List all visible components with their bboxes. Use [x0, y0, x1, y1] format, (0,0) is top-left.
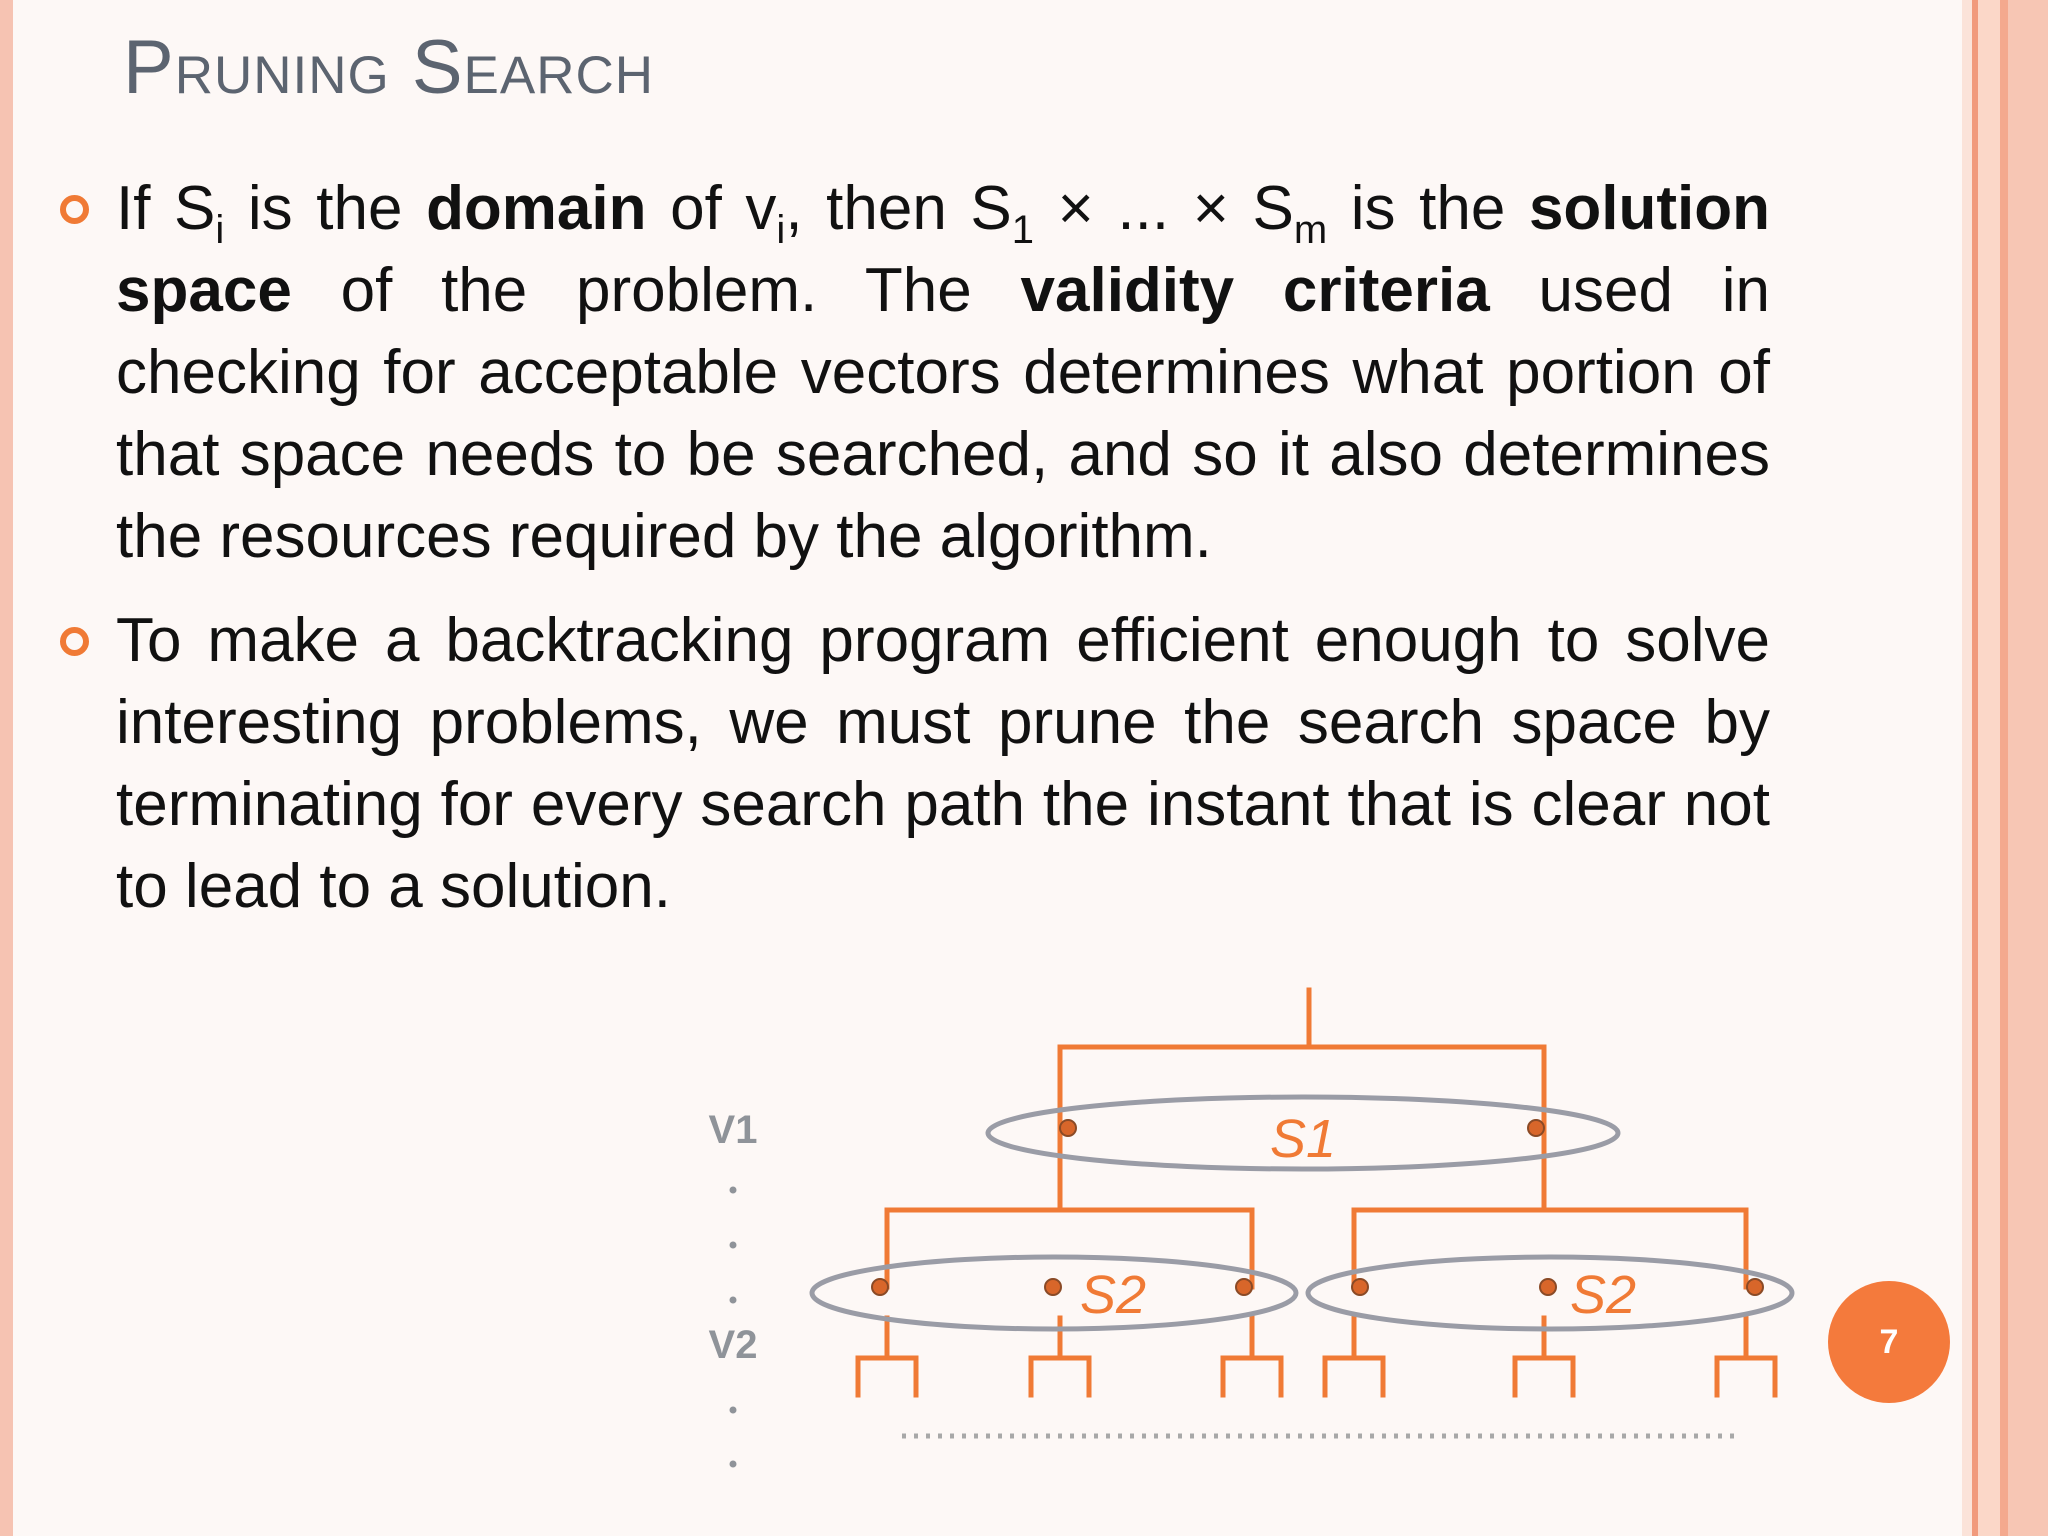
subscript: i	[215, 208, 225, 252]
text-run: of the problem. The	[291, 256, 1021, 325]
vertical-ellipsis-dot	[730, 1187, 737, 1194]
node-dot	[1528, 1120, 1544, 1136]
text-run: is the	[1327, 174, 1529, 243]
level-label: V1	[708, 1108, 758, 1152]
leaf-branch	[1223, 1358, 1281, 1395]
leaf-branch	[1515, 1358, 1573, 1395]
leaf-branch	[1031, 1358, 1089, 1395]
node-dot	[1045, 1279, 1061, 1295]
leaf-branch	[1717, 1358, 1775, 1395]
vertical-ellipsis-dot	[730, 1461, 737, 1468]
bold-term: solution space	[116, 174, 1771, 325]
subscript: 1	[1011, 208, 1035, 252]
vertical-ellipsis-dot	[730, 1297, 737, 1304]
leaf-branch	[858, 1358, 916, 1395]
subscript: m	[1293, 208, 1328, 252]
text-run: is the	[224, 174, 427, 243]
subscript: i	[776, 208, 786, 252]
node-dot	[872, 1279, 888, 1295]
bold-term: domain	[426, 174, 647, 243]
node-dot	[1352, 1279, 1368, 1295]
text-run: , then S	[785, 174, 1012, 243]
text-run: used in checking for acceptable vectors determines what portion of that space needs to be searched, and so it also determines the resources required by the algorithm.	[116, 256, 1770, 571]
node-dot	[1747, 1279, 1763, 1295]
text-run: × ... × S	[1034, 174, 1294, 243]
text-run: of v	[646, 174, 777, 243]
set-label: S2	[1569, 1265, 1637, 1325]
text-run: To make a backtracking program efficient enough to solve interesting problems, we must prune the search space by terminating for every search path the instant that is clear not to lead to a solution.	[116, 606, 1770, 921]
text-run: If S	[116, 174, 216, 243]
node-dot	[1540, 1279, 1556, 1295]
vertical-ellipsis-dot	[730, 1407, 737, 1414]
level-label: V2	[708, 1323, 758, 1367]
set-label: S1	[1269, 1109, 1337, 1169]
set-label: S2	[1079, 1265, 1147, 1325]
leaf-branch	[1325, 1358, 1383, 1395]
vertical-ellipsis-dot	[730, 1242, 737, 1249]
level-labels	[709, 1108, 758, 1367]
page-number-badge: 7	[1828, 1281, 1950, 1403]
tree-branches	[858, 990, 1775, 1395]
bold-term: validity criteria	[1020, 256, 1490, 325]
slide-title: Pruning Search	[123, 25, 655, 110]
node-dot	[1236, 1279, 1252, 1295]
node-dot	[1060, 1120, 1076, 1136]
